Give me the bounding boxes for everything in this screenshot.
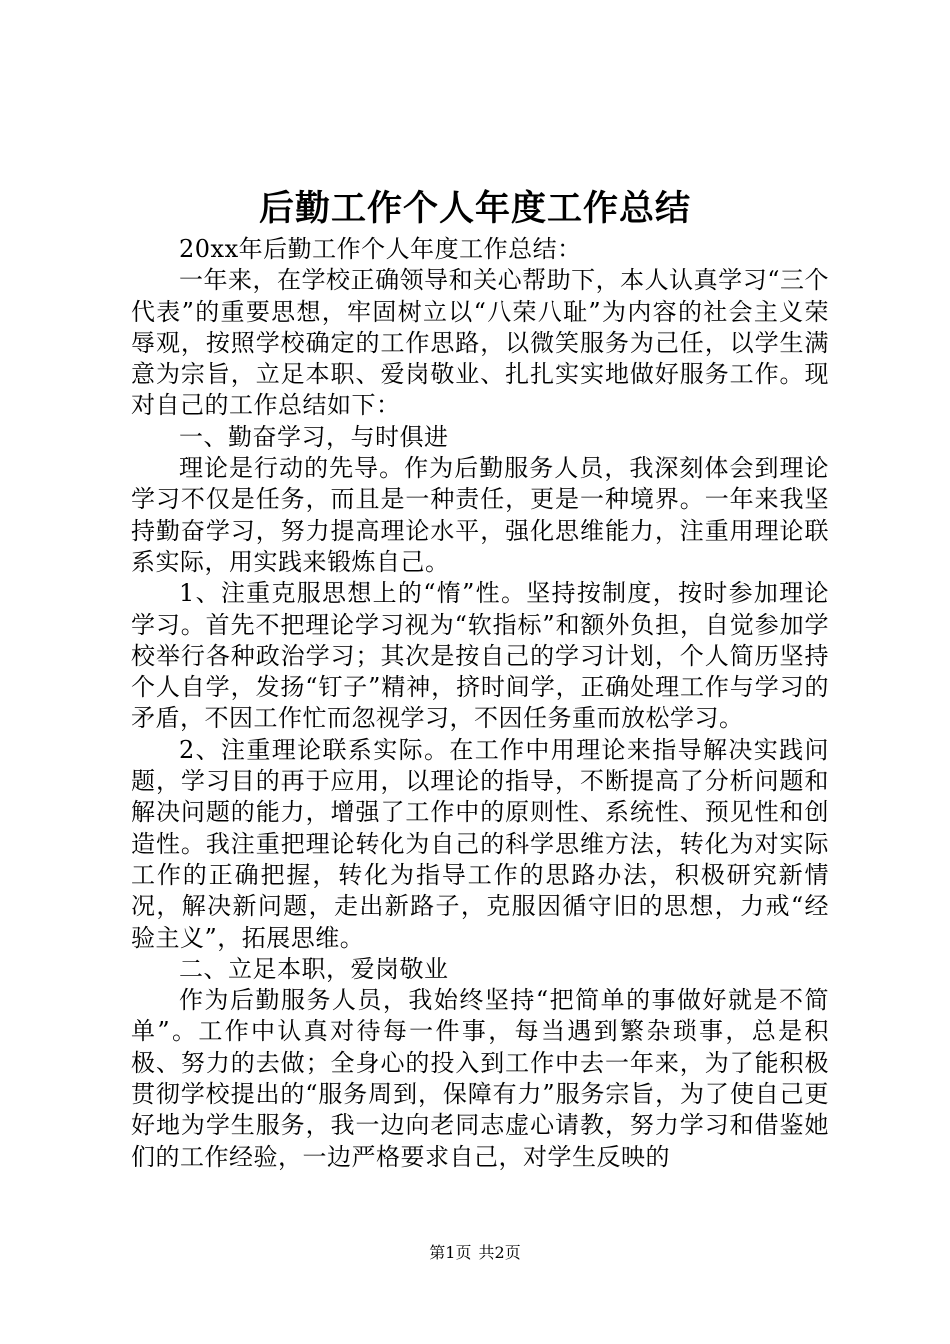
paragraph-point-1: 1、注重克服思想上的“惰”性。坚持按制度，按时参加理论学习。首先不把理论学习视为“软指标”和额外负担，自觉参加学校举行各种政治学习；其次是按自己的学习计划，个人简历坚持个人自学，发扬“钉子”精神，挤时间学，正确处理工作与学习的矛盾，不因工作忙而忽视学习，不因任务重而放松学习。 <box>131 579 829 733</box>
document-title: 后勤工作个人年度工作总结 <box>258 188 691 229</box>
paragraph-service: 作为后勤服务人员，我始终坚持“把简单的事做好就是不简单”。工作中认真对待每一件事，每当遇到繁杂琐事，总是积极、努力的去做；全身心的投入到工作中去一年来，为了能积极贯彻学校提出的“服务周到，保障有力”服务宗旨，为了使自己更好地为学生服务，我一边向老同志虚心请教，努力学习和借鉴她们的工作经验，一边严格要求自己，对学生反映的 <box>131 986 829 1171</box>
paragraph-point-2: 2、注重理论联系实际。在工作中用理论来指导解决实践问题，学习目的再于应用，以理论的指导，不断提高了分析问题和解决问题的能力，增强了工作中的原则性、系统性、预见性和创造性。我注重把理论转化为自己的科学思维方法，转化为对实际工作的正确把握，转化为指导工作的思路办法，积极研究新情况，解决新问题，走出新路子，克服因循守旧的思想，力戒“经验主义”，拓展思维。 <box>131 735 829 952</box>
section-heading-2: 二、立足本职，爱岗敬业 <box>179 954 449 983</box>
intro-line: 20xx年后勤工作个人年度工作总结： <box>179 235 582 263</box>
paragraph-overview: 一年来，在学校正确领导和关心帮助下，本人认真学习“三个代表”的重要思想，牢固树立以“八荣八耻”为内容的社会主义荣辱观，按照学校确定的工作思路，以微笑服务为己任，以学生满意为宗旨，立足本职、爱岗敬业、扎扎实实地做好服务工作。现对自己的工作总结如下： <box>131 266 829 420</box>
page-indicator: 第1页 共2页 <box>429 1243 521 1262</box>
section-heading-1: 一、勤奋学习，与时俱进 <box>179 422 449 451</box>
document-body <box>131 234 829 1173</box>
paragraph-theory: 理论是行动的先导。作为后勤服务人员，我深刻体会到理论学习不仅是任务，而且是一种责任，更是一种境界。一年来我坚持勤奋学习，努力提高理论水平，强化思维能力，注重用理论联系实际，用实践来锻炼自己。 <box>131 454 829 576</box>
